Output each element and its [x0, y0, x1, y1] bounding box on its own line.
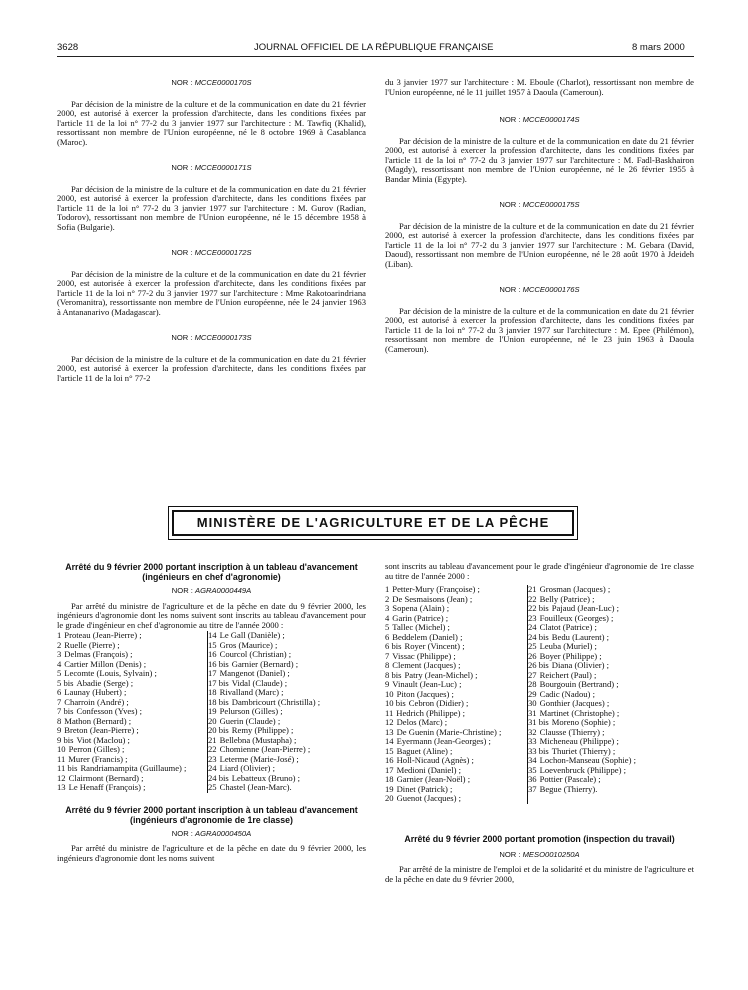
nor-code: AGRA0000450A	[195, 828, 252, 838]
item-name: Proteau (Jean-Pierre) ;	[64, 630, 142, 640]
item-name: Le Gall (Danièle) ;	[219, 630, 285, 640]
item-number: 11 bis	[57, 763, 78, 773]
item-name: Garnier (Jean-Noël) ;	[396, 774, 471, 784]
item-name: Dambricourt (Christilla) ;	[231, 696, 321, 707]
item-number: 19	[385, 783, 394, 794]
item-name: Pottier (Pascale) ;	[539, 774, 601, 784]
decision-block	[385, 200, 694, 269]
item-name: Hedrich (Philippe) ;	[396, 707, 466, 718]
item-name: De Guenin (Marie-Christine) ;	[396, 726, 502, 737]
item-number: 34	[528, 755, 537, 765]
arrete-title: Arrêté du 9 février 2000 portant promotion (inspection du travail)	[404, 833, 675, 844]
continuation-text: sont inscrits au tableau d'avancement pour le grade d'ingénieur d'agronomie de 1re classe au titre de l'année 2000 :	[385, 561, 694, 581]
decision-text: Par décision de la ministre de la culture et de la communication en date du 21 février 2000, est autorisée à exercer la profession d'architecte, dans les conditions fixées par l'article 11 de la loi n° 77-2 du 3 janvier 1977 sur l'architecture : Mme Rakotoarindriana (Veromanitra), ressortissante non membre de l'Union européenne, née le 24 janvier 1963 à Antananarivo (Madagascar).	[57, 268, 366, 317]
item-number: 6	[385, 631, 390, 642]
item-name: Petter-Mury (Françoise) ;	[392, 584, 480, 594]
item-number: 2	[385, 593, 390, 604]
decision-block	[385, 115, 694, 184]
nor-line: NOR : MCCE0000171S	[171, 163, 252, 172]
nor-code: MCCE0000170S	[194, 78, 252, 87]
item-number: 24	[528, 622, 537, 632]
item-name: Eyermann (Jean-Georges) ;	[396, 736, 491, 746]
item-name: Murer (Francis) ;	[68, 753, 128, 764]
decision-block	[385, 285, 694, 354]
bottom-right-column	[385, 562, 694, 884]
item-number: 8	[57, 715, 62, 726]
item-name: Leuba (Muriel) ;	[539, 641, 597, 651]
item-number: 6	[57, 687, 62, 697]
item-number: 23	[528, 612, 537, 623]
item-name: Fouilleux (Georges) ;	[539, 612, 614, 623]
issue-date: 8 mars 2000	[632, 42, 685, 53]
item-name: Royer (Vincent) ;	[404, 641, 465, 651]
item-number: 21	[528, 584, 537, 594]
nor-line: NOR : MCCE0000173S	[171, 333, 252, 342]
item-name: Thuriet (Thierry) ;	[551, 745, 616, 756]
item-name: Chomienne (Jean-Pierre) ;	[219, 744, 311, 754]
item-number: 24 bis	[208, 772, 229, 783]
item-name: Moreno (Sophie) ;	[551, 717, 616, 727]
item-number: 18	[385, 774, 394, 784]
item-number: 17 bis	[208, 677, 229, 688]
item-number: 10	[385, 688, 394, 699]
item-name: Delmas (François) ;	[64, 649, 133, 659]
item-number: 11	[385, 707, 394, 718]
item-number: 5	[57, 668, 62, 678]
name-list-left	[57, 631, 208, 793]
decision-block	[57, 333, 366, 383]
item-number: 12	[385, 717, 394, 727]
item-name: Breton (Jean-Pierre) ;	[64, 725, 139, 735]
item-number: 36	[528, 774, 537, 784]
item-name: Lebatteux (Bruno) ;	[231, 772, 301, 783]
item-number: 9	[385, 679, 390, 689]
item-number: 14	[385, 736, 394, 746]
item-number: 18 bis	[208, 696, 229, 707]
item-name: Perron (Gilles) ;	[68, 744, 125, 754]
name-list-right	[208, 631, 358, 793]
decision-text: Par décision de la ministre de la culture et de la communication en date du 21 février 2000, est autorisé à exercer la profession d'architecte, dans les conditions fixées par l'article 11 de la loi n° 77-2 du 3 janvier 1977 sur l'architecture : M. Gurov (Radian, Todorov), ressortissant non membre de l'Union européenne, né le 15 décembre 1958 à Sofia (Bulgarie).	[57, 183, 366, 232]
nor-code: MCCE0000172S	[194, 248, 252, 257]
item-name: Pelurson (Gilles) ;	[219, 706, 283, 716]
item-name: Guenot (Jacques) ;	[396, 793, 462, 803]
item-number: 13	[385, 726, 394, 737]
item-name: Launay (Hubert) ;	[64, 687, 127, 697]
name-list	[385, 585, 694, 804]
nor-line: NOR : MCCE0000174S	[499, 115, 580, 124]
nor-code: MCCE0000175S	[522, 200, 580, 209]
item-number: 21	[208, 734, 217, 745]
item-number: 11	[57, 753, 66, 764]
item-name: Lecomte (Louis, Sylvain) ;	[64, 668, 157, 678]
continuation-text: du 3 janvier 1977 sur l'architecture : M. Eboule (Charlot), ressortissant non membre de l'Union européenne, né le 11 juillet 1957 à Daoula (Cameroun).	[385, 77, 694, 97]
name-list-right	[528, 585, 686, 804]
item-number: 6 bis	[385, 641, 402, 651]
item-name: Baguet (Aline) ;	[396, 745, 453, 756]
item-name: Bourgouin (Bertrand) ;	[539, 679, 619, 689]
item-number: 19	[208, 706, 217, 716]
item-name: Cebron (Didier) ;	[408, 698, 469, 708]
item-number: 31	[528, 707, 537, 718]
item-name: Liard (Olivier) ;	[219, 763, 275, 773]
item-name: Medioni (Daniel) ;	[396, 764, 462, 775]
nor-code: MCCE0000174S	[522, 115, 580, 124]
list-item	[528, 785, 686, 795]
nor-code: MESO0010250A	[522, 849, 580, 859]
item-name: Sopena (Alain) ;	[392, 603, 450, 613]
name-list-left	[385, 585, 528, 804]
item-name: Remy (Philippe) ;	[231, 725, 294, 735]
bottom-left-column	[57, 562, 366, 863]
item-number: 24 bis	[528, 631, 549, 642]
nor-line: NOR : AGRA0000449A	[171, 586, 252, 595]
item-number: 12	[57, 772, 66, 783]
arrete-intro: Par arrêté du ministre de l'agriculture et de la pêche en date du 9 février 2000, les ingénieurs d'agronomie dont les noms suivent	[57, 843, 366, 863]
item-number: 22 bis	[528, 603, 549, 613]
journal-title: JOURNAL OFFICIEL DE LA RÉPUBLIQUE FRANÇAISE	[254, 42, 494, 53]
item-name: Leterme (Marie-José) ;	[219, 753, 299, 764]
item-name: Piton (Jacques) ;	[396, 688, 454, 699]
item-name: Mangenot (Daniel) ;	[219, 668, 290, 678]
item-number: 25	[528, 641, 537, 651]
item-name: Abadie (Serge) ;	[76, 677, 134, 688]
item-name: Clement (Jacques) ;	[392, 660, 461, 670]
item-number: 4	[57, 658, 62, 669]
item-number: 31 bis	[528, 717, 549, 727]
arrete-title: Arrêté du 9 février 2000 portant inscription à un tableau d'avancement (ingénieurs en chef d'agronomie)	[65, 562, 358, 582]
item-name: Ruelle (Pierre) ;	[64, 639, 120, 650]
item-number: 14	[208, 630, 217, 640]
item-number: 9	[57, 725, 62, 735]
item-name: Cadic (Nadou) ;	[539, 688, 595, 699]
item-number: 16	[385, 755, 394, 765]
top-left-column	[57, 78, 366, 383]
item-name: Bellebna (Mustapha) ;	[219, 734, 297, 745]
page-number: 3628	[57, 42, 79, 53]
item-name: Dinet (Patrick) ;	[396, 783, 453, 794]
item-name: Rivalland (Marc) ;	[219, 687, 284, 697]
arrete-intro: Par arrêté de la ministre de l'emploi et de la solidarité et du ministre de l'agriculture et de la pêche en date du 9 février 2000,	[385, 864, 694, 884]
nor-line: NOR : MCCE0000176S	[499, 285, 580, 294]
item-number: 7	[57, 696, 62, 707]
item-number: 1	[57, 630, 62, 640]
top-right-column	[385, 78, 694, 354]
item-name: Vissac (Philippe) ;	[392, 650, 456, 661]
item-number: 17	[208, 668, 217, 678]
item-number: 20	[385, 793, 394, 803]
item-number: 7	[385, 650, 390, 661]
item-name: Mathon (Bernard) ;	[64, 715, 132, 726]
item-number: 33 bis	[528, 745, 549, 756]
item-number: 20 bis	[208, 725, 229, 735]
item-number: 2	[57, 639, 62, 650]
item-name: Holl-Nicaud (Agnès) ;	[396, 755, 474, 765]
item-number: 20	[208, 715, 217, 726]
item-number: 32	[528, 726, 537, 737]
list-item	[208, 783, 358, 793]
decision-block	[57, 248, 366, 317]
item-number: 9 bis	[57, 734, 74, 745]
item-number: 3	[57, 649, 62, 659]
item-number: 10	[57, 744, 66, 754]
nor-code: AGRA0000449A	[195, 586, 252, 595]
item-number: 3	[385, 603, 390, 613]
item-number: 29	[528, 688, 537, 699]
item-name: Micheneau (Philippe) ;	[539, 736, 619, 746]
item-name: Martinet (Christophe) ;	[539, 707, 620, 718]
item-number: 5	[385, 622, 390, 632]
ministry-title: MINISTÈRE DE L'AGRICULTURE ET DE LA PÊCHE	[172, 510, 574, 536]
nor-line: NOR : MESO0010250A	[499, 849, 580, 859]
item-number: 22	[528, 593, 537, 604]
item-number: 35	[528, 764, 537, 775]
decision-text: Par décision de la ministre de la culture et de la communication en date du 21 février 2000, est autorisé à exercer la profession d'architecte, dans les conditions fixées par l'article 11 de la loi n° 77-2 du 3 janvier 1977 sur l'architecture : M. Tawfiq (Khalid), ressortissant non membre de l'Union européenne, né le 8 octobre 1969 à Casablanca (Maroc).	[57, 98, 366, 147]
item-name: Delos (Marc) ;	[396, 717, 448, 727]
item-name: Garin (Patrice) ;	[392, 612, 449, 623]
item-name: Viot (Maclou) ;	[76, 734, 130, 745]
item-name: Diana (Olivier) ;	[551, 660, 610, 670]
item-name: Gros (Maurice) ;	[219, 639, 278, 650]
item-number: 8	[385, 660, 390, 670]
item-number: 18	[208, 687, 217, 697]
item-name: Gonthier (Jacques) ;	[539, 698, 610, 708]
item-name: Bedu (Laurent) ;	[551, 631, 610, 642]
name-list	[57, 631, 366, 793]
item-name: Reichert (Paul) ;	[539, 669, 597, 680]
item-number: 30	[528, 698, 537, 708]
nor-line: NOR : MCCE0000175S	[499, 200, 580, 209]
nor-line: NOR : MCCE0000172S	[171, 248, 252, 257]
decision-text: Par décision de la ministre de la culture et de la communication en date du 21 février 2000, est autorisé à exercer la profession d'architecte, dans les conditions fixées par l'article 11 de la loi n° 77-2	[57, 353, 366, 383]
item-name: Le Henaff (François) ;	[68, 782, 146, 792]
item-number: 24	[208, 763, 217, 773]
item-number: 15	[385, 745, 394, 756]
item-number: 8 bis	[385, 669, 402, 680]
item-number: 13	[57, 782, 66, 792]
item-name: Grosman (Jacques) ;	[539, 584, 611, 594]
item-name: Belly (Patrice) ;	[539, 593, 595, 604]
item-name: Lochon-Manseau (Sophie) ;	[539, 755, 637, 765]
list-item	[385, 794, 527, 804]
item-name: Loevenbruck (Philippe) ;	[539, 764, 626, 775]
item-name: Beddelem (Daniel) ;	[392, 631, 463, 642]
item-name: Tallec (Michel) ;	[392, 622, 450, 632]
item-number: 22	[208, 744, 217, 754]
item-number: 10 bis	[385, 698, 406, 708]
item-name: Clatot (Patrice) ;	[539, 622, 597, 632]
item-number: 17	[385, 764, 394, 775]
item-number: 28	[528, 679, 537, 689]
item-name: Pajaud (Jean-Luc) ;	[551, 603, 620, 613]
item-number: 5 bis	[57, 677, 74, 688]
item-number: 37	[528, 783, 537, 794]
item-number: 23	[208, 753, 217, 764]
decision-text: Par décision de la ministre de la culture et de la communication en date du 21 février 2000, est autorisé à exercer la profession d'architecte, dans les conditions fixées par l'article 11 de la loi n° 77-2 du 3 janvier 1977 sur l'architecture : M. Gebara (David, Daoud), ressortissant non membre de l'Union européenne, né le 28 août 1970 à Jdeideh (Liban).	[385, 220, 694, 269]
item-name: Begue (Thierry).	[539, 783, 598, 794]
nor-line: NOR : MCCE0000170S	[171, 78, 252, 87]
item-number: 15	[208, 639, 217, 650]
item-name: Vidal (Claude) ;	[231, 677, 288, 688]
decision-text: Par décision de la ministre de la culture et de la communication en date du 21 février 2000, est autorisé à exercer la profession d'architecte, dans les conditions fixées par l'article 11 de la loi n° 77-2 du 3 janvier 1977 sur l'architecture : M. Fadl-Baskhairon (Magdy), ressortissant non membre de l'Union européenne, né le 26 février 1955 à Bandar Minia (Egypte).	[385, 135, 694, 184]
item-number: 25	[208, 782, 217, 792]
item-number: 26 bis	[528, 660, 549, 670]
nor-code: MCCE0000176S	[522, 285, 580, 294]
item-name: Chastel (Jean-Marc).	[219, 782, 292, 792]
item-number: 16 bis	[208, 658, 229, 669]
item-name: Boyer (Philippe) ;	[539, 650, 602, 661]
item-number: 33	[528, 736, 537, 746]
item-name: Randriamampita (Guillaume) ;	[80, 763, 187, 773]
item-number: 7 bis	[57, 706, 74, 716]
arrete-title: Arrêté du 9 février 2000 portant inscription à un tableau d'avancement (ingénieurs d'agronomie de 1re classe)	[65, 804, 358, 825]
nor-code: MCCE0000173S	[194, 333, 252, 342]
nor-line: NOR : AGRA0000450A	[171, 828, 252, 838]
list-item	[57, 783, 207, 793]
decision-block	[57, 78, 366, 147]
item-name: Cartier Millon (Denis) ;	[64, 658, 147, 669]
item-number: 16	[208, 649, 217, 659]
decision-text: Par décision de la ministre de la culture et de la communication en date du 21 février 2000, est autorisé à exercer la profession d'architecte, dans les conditions fixées par l'article 11 de la loi n° 77-2 du 3 janvier 1977 sur l'architecture : M. Epee (Philémon), ressortissant non membre de l'Union européenne, né le 23 juin 1963 à Daoula (Cameroun).	[385, 305, 694, 354]
item-name: Clairmont (Bernard) ;	[68, 772, 144, 783]
item-name: Courcol (Christian) ;	[219, 649, 292, 659]
item-name: Confesson (Yves) ;	[76, 706, 142, 716]
item-name: Vinault (Jean-Luc) ;	[392, 679, 462, 689]
item-number: 26	[528, 650, 537, 661]
item-name: Garnier (Bernard) ;	[231, 658, 299, 669]
item-number: 27	[528, 669, 537, 680]
item-number: 1	[385, 584, 390, 594]
item-name: De Sesmaisons (Jean) ;	[392, 593, 473, 604]
item-name: Guerin (Claude) ;	[219, 715, 281, 726]
decision-block	[57, 163, 366, 232]
item-name: Clausse (Thierry) ;	[539, 726, 605, 737]
item-name: Patry (Jean-Michel) ;	[404, 669, 478, 680]
header-rule	[57, 56, 694, 57]
item-name: Charroin (André) ;	[64, 696, 129, 707]
item-number: 4	[385, 612, 390, 623]
arrete-intro: Par arrêté du ministre de l'agriculture et de la pêche en date du 9 février 2000, les ingénieurs d'agronomie dont les noms suivent sont inscrits au tableau d'avancement pour le grade d'ingénieur en chef d'agronomie au titre de l'année 2000 :	[57, 600, 366, 630]
nor-code: MCCE0000171S	[194, 163, 252, 172]
